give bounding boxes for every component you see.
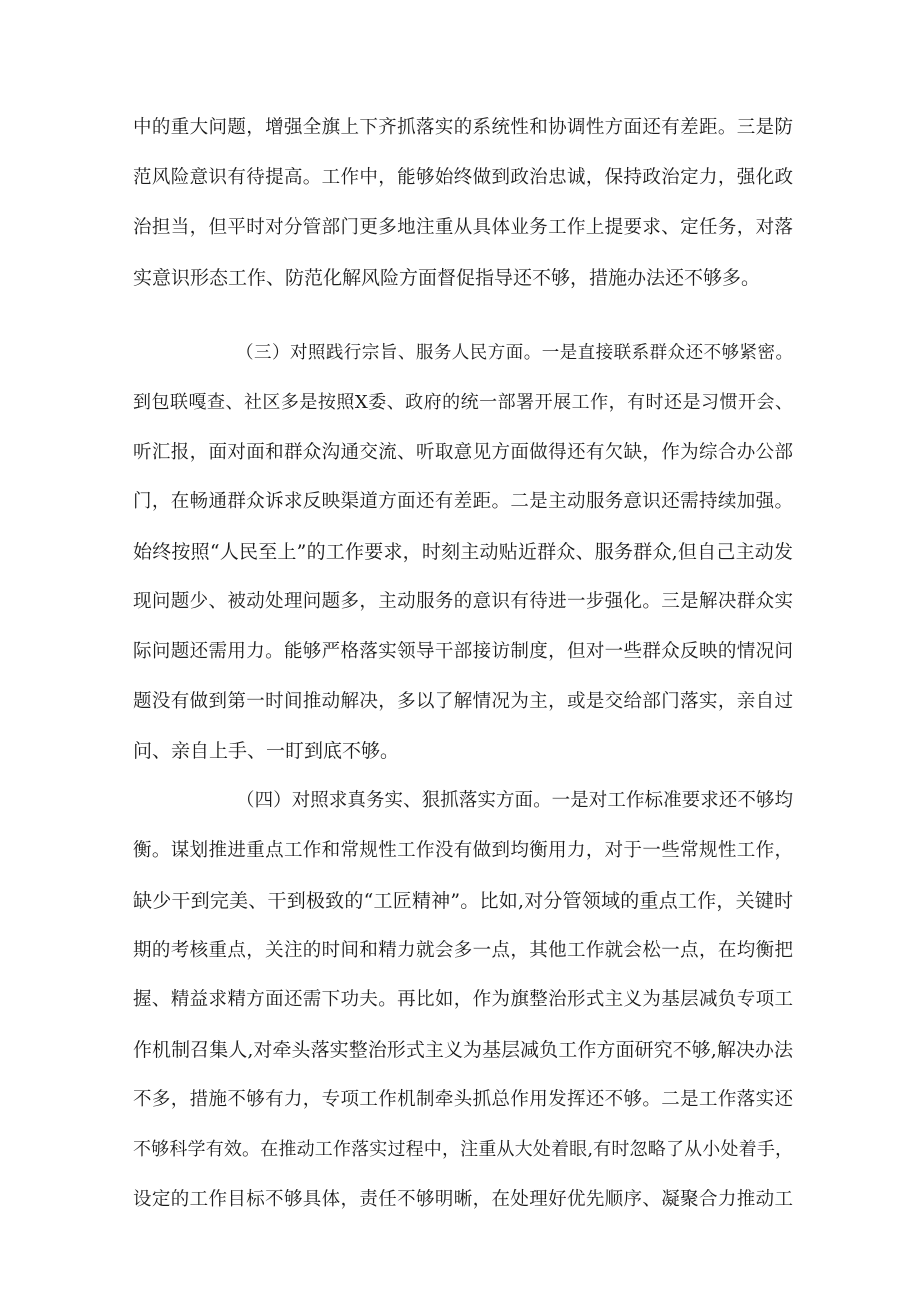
paragraph-line: 范风险意识有待提高。工作中，能够始终做到政治忠诚，保持政治定力，强化政: [133, 167, 793, 188]
paragraph-line: 衡。谋划推进重点工作和常规性工作没有做到均衡用力，对于一些常规性工作，: [133, 840, 793, 861]
paragraph-line: 始终按照“人民至上”的工作要求，时刻主动贴近群众、服务群众,但自己主动发: [133, 541, 793, 563]
paragraph-line: 期的考核重点，关注的时间和精力就会多一点，其他工作就会松一点，在均衡把: [133, 940, 793, 961]
paragraph-line: 门，在畅通群众诉求反映渠道方面还有差距。二是主动服务意识还需持续加强。: [133, 491, 793, 512]
paragraph-line: 中的重大问题，增强全旗上下齐抓落实的系统性和协调性方面还有差距。三是防: [133, 117, 793, 138]
section-heading-line: （三）对照践行宗旨、服务人民方面。一是直接联系群众还不够紧密。: [236, 343, 793, 363]
paragraph-line: 题没有做到第一时间推动解决，多以了解情况为主，或是交给部门落实，亲自过: [133, 691, 793, 712]
paragraph-line: 不够科学有效。在推动工作落实过程中，注重从大处着眼,有时忽略了从小处着手，: [133, 1139, 793, 1160]
paragraph-line: 握、精益求精方面还需下功夫。再比如，作为旗整治形式主义为基层减负专项工: [133, 989, 793, 1010]
paragraph-line: 听汇报，面对面和群众沟通交流、听取意见方面做得还有欠缺，作为综合办公部: [133, 442, 793, 463]
paragraph-line: 不多，措施不够有力，专项工作机制牵头抓总作用发挥还不够。二是工作落实还: [133, 1089, 793, 1110]
paragraph-line: 现问题少、被动处理问题多，主动服务的意识有待进一步强化。三是解决群众实: [133, 591, 793, 612]
section-heading-line: （四）对照求真务实、狠抓落实方面。一是对工作标准要求还不够均: [236, 790, 793, 811]
paragraph-line: 治担当，但平时对分管部门更多地注重从具体业务工作上提要求、定任务，对落: [133, 217, 793, 238]
paragraph-line: 作机制召集人,对牵头落实整治形式主义为基层减负工作方面研究不够,解决办法: [133, 1039, 793, 1061]
paragraph-line: 际问题还需用力。能够严格落实领导干部接访制度，但对一些群众反映的情况问: [133, 641, 793, 662]
paragraph-line: 缺少干到完美、干到极致的“工匠精神”。比如,对分管领域的重点工作，关键时: [133, 890, 793, 912]
paragraph-line: 到包联嘎查、社区多是按照X委、政府的统一部署开展工作，有时还是习惯开会、: [133, 392, 793, 413]
paragraph-line: 实意识形态工作、防范化解风险方面督促指导还不够，措施办法还不够多。: [133, 267, 761, 289]
paragraph-line: 问、亲自上手、一盯到底不够。: [133, 740, 400, 762]
paragraph-line: 设定的工作目标不够具体，责任不够明晰，在处理好优先顺序、凝聚合力推动工: [133, 1189, 793, 1210]
